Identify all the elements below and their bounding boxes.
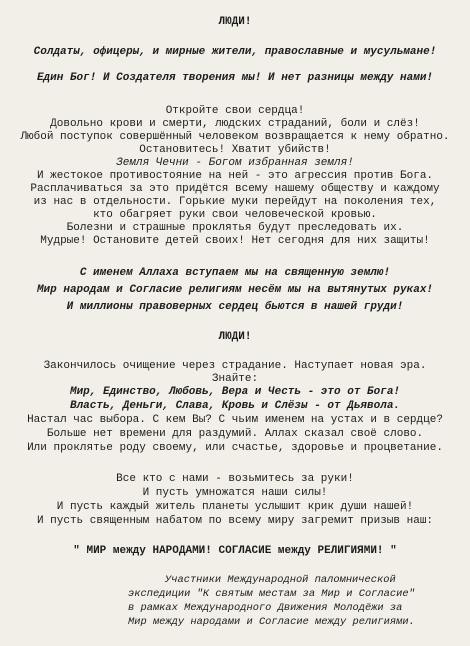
heading-people: ЛЮДИ! (218, 16, 252, 28)
signature-line: экспедиции "К святым местам за Мир и Согласие" (128, 588, 415, 600)
text-line: И пусть каждый житель планеты услышит крик души нашей! (56, 501, 414, 513)
signature-line: Мир между народами и Согласие между религиями. (128, 616, 415, 628)
text-line: Остановитесь! Хватит убийств! (139, 144, 331, 156)
text-line: кто обагряет руки свои человеческой кровью. (93, 209, 377, 221)
text-line: Все кто с нами - возьмитесь за руки! (116, 473, 354, 485)
text-line: Откройте свои сердца! (165, 105, 305, 117)
text-line: из нас в отдельности. Горькие муки перейдут на поколения тех, (33, 196, 437, 208)
text-line: Больше нет времени для раздумий. Аллах сказал своё слово. (46, 428, 424, 440)
text-line: Довольно крови и смерти, людских страданий, боли и слёз! (50, 118, 420, 130)
text-line: Расплачиваться за это придётся всему нашему обществу и каждому (30, 183, 440, 195)
text-line: Или проклятье роду своему, или счастье, здоровье и процветание. (27, 442, 443, 454)
slogan: " МИР между НАРОДАМИ! СОГЛАСИЕ между РЕЛИГИЯМИ! " (73, 545, 397, 557)
text-line: Знайте: (211, 373, 259, 385)
text-line: Закончилось очищение через страдание. Наступает новая эра. (43, 360, 427, 372)
text-line: Болезни и страшные проклятья будут преследовать их. (66, 222, 404, 234)
italic-line: И миллионы правоверных сердец бьются в нашей груди! (66, 301, 404, 313)
italic-line: Власть, Деньги, Слава, Кровь и Слёзы - от Дьявола. (69, 400, 401, 412)
text-line: И жестокое противостояние на ней - это агрессия против Бога. (36, 170, 434, 182)
appeal-line-2: Един Бог! И Создателя творения мы! И нет разницы между нами! (36, 72, 434, 84)
italic-line: Мир, Единство, Любовь, Вера и Честь - это от Бога! (69, 386, 401, 398)
text-line: Любой поступок совершённый человеком возвращается к нему обратно. (20, 131, 450, 143)
text-line: Мудрые! Остановите детей своих! Нет сегодня для них защиты! (40, 235, 430, 247)
text-line: Земля Чечни - Богом избранная земля! (116, 157, 354, 169)
text-line: Настал час выбора. С кем Вы? С чьим именем на устах и в сердце? (27, 414, 443, 426)
italic-line: Мир народам и Согласие религиям несём мы на вытянутых руках! (36, 284, 434, 296)
appeal-line-1: Солдаты, офицеры, и мирные жители, православные и мусульмане! (33, 46, 437, 58)
heading-people-2: ЛЮДИ! (218, 331, 252, 343)
text-line: И пусть священным набатом по всему миру загремит призыв наш: (36, 515, 434, 527)
text-line: И пусть умножатся наши силы! (142, 487, 328, 499)
signature-line: в рамках Международного Движения Молодёжи за (128, 602, 403, 614)
signature-line: Участники Международной паломнической (165, 574, 396, 586)
italic-line: С именем Аллаха вступаем мы на священную землю! (79, 267, 391, 279)
